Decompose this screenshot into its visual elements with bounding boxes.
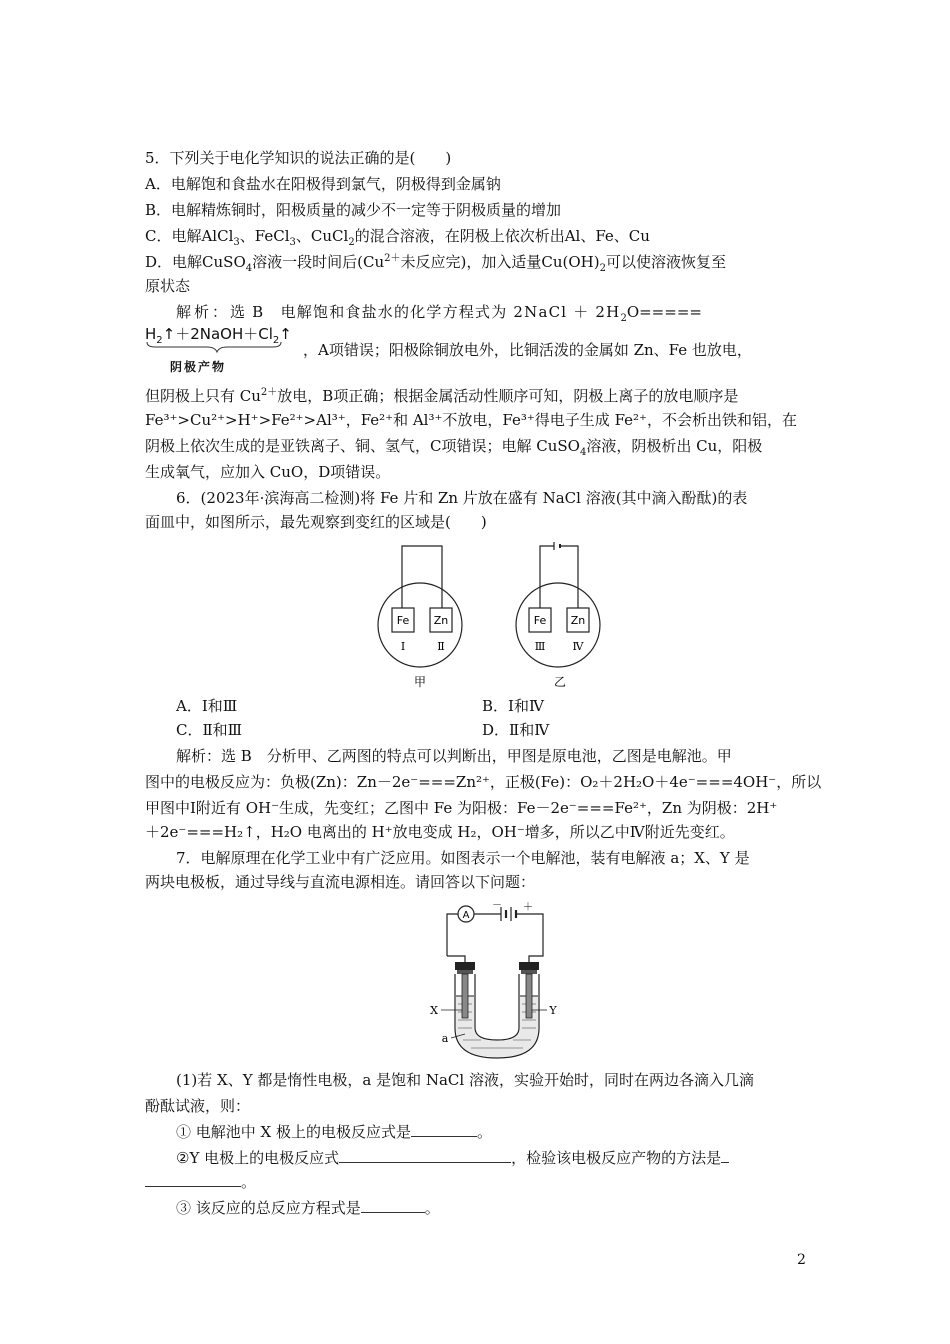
region-4-label: Ⅳ (572, 640, 584, 653)
q7-part1-line1: (1)若 X、Y 都是惰性电极，a 是饱和 NaCl 溶液，实验开始时，同时在两边各滴入几滴 (176, 1071, 754, 1089)
figure-electrolytic-cell (425, 900, 565, 1066)
a6-line1: 解析：选 B 分析甲、乙两图的特点可以判断出，甲图是原电池，乙图是电解池。甲 (176, 747, 732, 765)
product-brace (145, 340, 285, 354)
a-label: a (441, 1032, 449, 1045)
y-label: Y (549, 1004, 557, 1017)
region-3-label: Ⅲ (534, 640, 546, 653)
left-stopper (455, 962, 475, 970)
answer-blank-3[interactable] (145, 1172, 241, 1187)
jia-caption: 甲 (413, 675, 427, 689)
answer-blank-4[interactable] (361, 1198, 425, 1213)
q6-stem-2: 面皿中，如图所示，最先观察到变红的区域是( ) (145, 513, 487, 531)
q6-option-b: B．Ⅰ和Ⅳ (482, 697, 544, 715)
q5-option-d: D．电解CuSO$_4$溶液一段时间后($Cu^{2+}$未反应完)，加入适量$Cu(OH)_2$可以使溶液恢复至 (145, 253, 726, 274)
q5-option-c: C．电解AlCl$_3$、FeCl$_3$、CuCl$_2$的混合溶液，在阴极上依次析出Al、Fe、Cu (145, 227, 650, 248)
page-number: 2 (797, 1252, 806, 1268)
figure-jia (378, 546, 462, 689)
cathode-product-label: 阴极产物 (170, 360, 227, 374)
q7-sub1: ① 电解池中 X 极上的电极反应式是 。 (176, 1123, 493, 1141)
answer-blank-3-start[interactable] (721, 1148, 729, 1163)
q7-stem-1: 7．电解原理在化学工业中有广泛应用。如图表示一个电解池，装有电解液 a；X、Y 是 (176, 849, 750, 867)
yi-caption: 乙 (553, 675, 567, 689)
q6-option-c: C．Ⅱ和Ⅲ (176, 721, 243, 739)
q7-part1-line2: 酚酞试液，则： (145, 1097, 251, 1115)
a6-line2: 图中的电极反应为：负极(Zn)：Zn－2e⁻===Zn²⁺，正极(Fe)：O₂＋2H₂O＋4e⁻===4OH⁻，所以 (145, 773, 822, 791)
a6-line4: ＋2e⁻===H₂↑，H₂O 电离出的 H⁺放电变成 H₂，OH⁻增多，所以乙中Ⅳ附近先变红。 (145, 823, 735, 841)
q7-sub3: ③ 该反应的总反应方程式是 。 (176, 1199, 440, 1217)
a5-line2: ，A项错误；阳极除铜放电外，比铜活泼的金属如 Zn、Fe 也放电， (303, 341, 752, 359)
a5-equation: $H_2↑+2NaOH+Cl_2↑$ (145, 325, 292, 346)
answer-blank-1[interactable] (411, 1122, 477, 1137)
q5-option-d-cont: 原状态 (145, 277, 191, 295)
a6-line3: 甲图中Ⅰ附近有 OH⁻生成，先变红；乙图中 Fe 为阳极：Fe－2e⁻===Fe²⁺，Zn 为阴极：2H⁺ (145, 799, 778, 817)
x-label: X (430, 1004, 438, 1017)
plus-sign: ＋ (523, 902, 533, 913)
ammeter-label: A (462, 910, 470, 921)
q6-stem-1: 6．(2023年·滨海高二检测)将 Fe 片和 Zn 片放在盛有 NaCl 溶液(其中滴入酚酞)的表 (176, 489, 748, 507)
minus-sign: － (492, 900, 502, 911)
a5-line6: 生成氧气，应加入 CuO，D项错误。 (145, 463, 391, 481)
q7-sub2: ②Y 电极上的电极反应式 ，检验该电极反应产物的方法是 (176, 1148, 804, 1168)
figure-yi (516, 542, 600, 689)
answer-blank-2[interactable] (339, 1148, 511, 1163)
right-stopper (519, 962, 539, 970)
electrode-y (526, 974, 532, 1018)
electrode-x (462, 974, 468, 1018)
q5-option-b: B．电解精炼铜时，阳极质量的减少不一定等于阴极质量的增加 (145, 201, 562, 219)
region-2-label: Ⅱ (437, 640, 445, 653)
q6-option-a: A．Ⅰ和Ⅲ (176, 697, 238, 715)
a5-line3: 但阴极上只有 $Cu^{2+}$放电，B项正确；根据金属活动性顺序可知，阴极上离子的放电顺序是 (145, 387, 739, 405)
figure-galvanic-electrolytic (370, 538, 610, 698)
fe-label-yi: Fe (533, 614, 547, 627)
zn-label-jia: Zn (433, 614, 449, 627)
q6-option-d: D．Ⅱ和Ⅳ (482, 721, 550, 739)
q5-option-a: A．电解饱和食盐水在阳极得到氯气，阴极得到金属钠 (145, 175, 501, 193)
fe-label-jia: Fe (396, 614, 410, 627)
a5-line1: 解析：选 B 电解饱和食盐水的化学方程式为 2NaCl ＋ $2H_2O=====$ (176, 303, 702, 324)
q7-stem-2: 两块电极板，通过导线与直流电源相连。请回答以下问题： (145, 873, 536, 891)
q5-stem: 5．下列关于电化学知识的说法正确的是( ) (145, 149, 452, 167)
region-1-label: Ⅰ (400, 640, 406, 653)
zn-label-yi: Zn (570, 614, 586, 627)
a5-line4: Fe³⁺>Cu²⁺>H⁺>Fe²⁺>Al³⁺，Fe²⁺和 Al³⁺不放电，Fe³⁺得电子生成 Fe²⁺，不会析出铁和铝，在 (145, 411, 797, 429)
q7-sub2-cont: 。 (145, 1172, 805, 1192)
a5-line5: 阴极上依次生成的是亚铁离子、铜、氢气，C项错误；电解 CuSO$_4$溶液，阴极析出 Cu，阳极 (145, 437, 763, 458)
